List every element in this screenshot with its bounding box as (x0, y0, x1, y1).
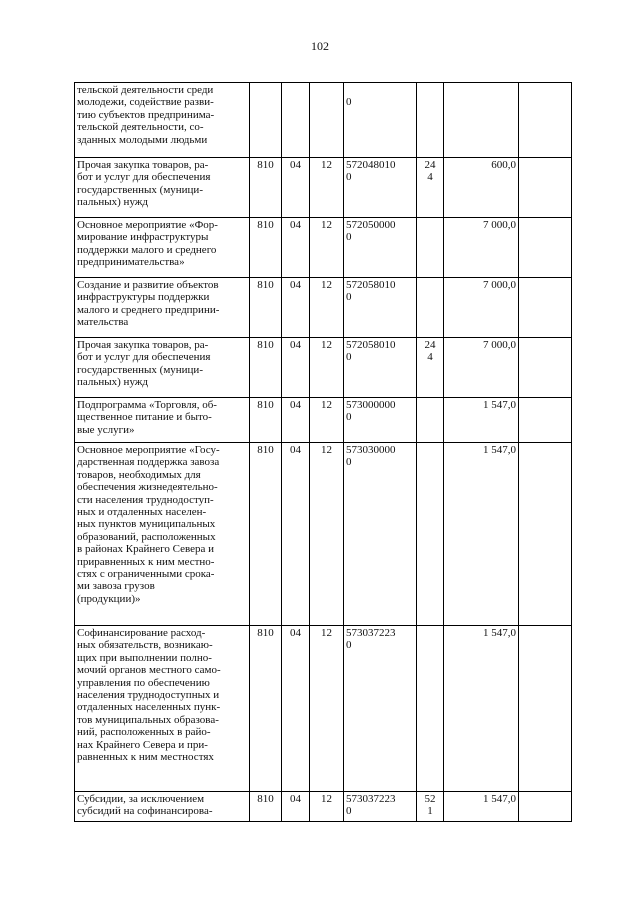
cell-vr (417, 626, 444, 792)
cell-name (75, 278, 250, 338)
vr-line (419, 291, 441, 303)
cell-sum: 1 547,0 (444, 626, 519, 792)
vr-line (419, 231, 441, 243)
cell-sum: 7 000,0 (444, 218, 519, 278)
cell-name (75, 626, 250, 792)
cell-empty (519, 398, 572, 443)
name-line: ний, расположенных в райо- (77, 726, 211, 739)
cell-empty (519, 626, 572, 792)
cell-sum: 7 000,0 (444, 278, 519, 338)
cell-name (75, 218, 250, 278)
name-line: мательства (77, 316, 129, 329)
csr-line: 572058010 (346, 339, 396, 351)
cell-name (75, 338, 250, 398)
name-line: нах Крайнего Севера и при- (77, 738, 208, 751)
csr-line: 572050000 (346, 219, 396, 231)
cell-sum: 1 547,0 (444, 398, 519, 443)
name-line: Прочая закупка товаров, ра- (77, 159, 209, 171)
page-number: 102 (311, 39, 329, 53)
name-line: стях с ограниченными срока- (77, 568, 215, 581)
cell-pr: 12 (310, 398, 344, 443)
table-row (75, 338, 572, 398)
name-line: субсидий на софинансирова- (77, 805, 213, 818)
table-body (75, 83, 572, 822)
csr-line: 0 (346, 231, 352, 244)
table-row (75, 398, 572, 443)
name-line: (продукции)» (77, 592, 141, 605)
vr-line (419, 219, 441, 231)
csr-line: 573037223 (346, 627, 396, 639)
cell-empty (519, 792, 572, 822)
csr-line: 0 (346, 291, 352, 304)
cell-ved (250, 83, 282, 158)
vr-line: 1 (427, 805, 433, 818)
cell-pr: 12 (310, 338, 344, 398)
name-line: мочий органов местного само- (77, 664, 221, 677)
cell-csr (344, 626, 417, 792)
cell-name (75, 443, 250, 626)
cell-empty (519, 218, 572, 278)
cell-ved: 810 (250, 443, 282, 626)
table-row (75, 218, 572, 278)
name-line: щих при выполнении полно- (77, 651, 212, 664)
cell-csr (344, 278, 417, 338)
cell-sum: 1 547,0 (444, 443, 519, 626)
name-line: бот и услуг для обеспечения (77, 351, 211, 364)
name-line: Подпрограмма «Торговля, об- (77, 399, 217, 411)
cell-vr (417, 398, 444, 443)
cell-csr (344, 398, 417, 443)
name-line: предпринимательства» (77, 256, 185, 269)
cell-rz (282, 83, 310, 158)
name-line: населения труднодоступных и (77, 689, 220, 702)
cell-rz: 04 (282, 398, 310, 443)
cell-pr: 12 (310, 792, 344, 822)
name-line: бот и услуг для обеспечения (77, 171, 211, 184)
name-line: обеспечения жизнедеятельно- (77, 481, 218, 494)
vr-line: 4 (427, 351, 433, 364)
cell-ved: 810 (250, 792, 282, 822)
name-line: Основное мероприятие «Фор- (77, 219, 218, 231)
name-line: поддержки малого и среднего (77, 243, 217, 256)
vr-line (419, 399, 441, 411)
cell-ved: 810 (250, 338, 282, 398)
cell-name (75, 83, 250, 158)
csr-line: 0 (346, 351, 352, 364)
csr-line: 572058010 (346, 279, 396, 291)
vr-line: 4 (427, 171, 433, 184)
table-row (75, 278, 572, 338)
cell-csr (344, 218, 417, 278)
name-line: Основное мероприятие «Госу- (77, 444, 220, 456)
cell-rz: 04 (282, 626, 310, 792)
csr-line: 573000000 (346, 399, 396, 411)
cell-vr (417, 83, 444, 158)
cell-csr (344, 158, 417, 218)
table-row (75, 626, 572, 792)
cell-vr (417, 278, 444, 338)
csr-line: 0 (346, 96, 352, 109)
cell-pr: 12 (310, 278, 344, 338)
vr-line (419, 279, 441, 291)
name-line: молодежи, содействие разви- (77, 96, 214, 109)
csr-line: 573030000 (346, 444, 396, 456)
csr-line: 0 (346, 805, 352, 818)
cell-sum (444, 83, 519, 158)
name-line: зданных молодыми людьми (77, 133, 208, 146)
name-line: тельской деятельности, со- (77, 121, 204, 134)
name-line: Прочая закупка товаров, ра- (77, 339, 209, 351)
cell-vr (417, 443, 444, 626)
cell-pr: 12 (310, 218, 344, 278)
cell-sum: 7 000,0 (444, 338, 519, 398)
cell-rz: 04 (282, 278, 310, 338)
cell-pr: 12 (310, 158, 344, 218)
name-line: образований, расположенных (77, 530, 216, 543)
cell-name (75, 398, 250, 443)
name-line: государственных (муници- (77, 363, 203, 376)
name-line: сти населения труднодоступ- (77, 493, 214, 506)
name-line: тию субъектов предпринима- (77, 108, 215, 121)
budget-table (74, 82, 572, 822)
cell-ved: 810 (250, 626, 282, 792)
cell-csr (344, 443, 417, 626)
cell-rz: 04 (282, 443, 310, 626)
name-line: пальных) нужд (77, 196, 149, 209)
name-line: ми завоза грузов (77, 580, 155, 593)
vr-line: 24 (424, 159, 436, 171)
csr-line: 0 (346, 456, 352, 469)
cell-vr (417, 792, 444, 822)
cell-vr (417, 218, 444, 278)
cell-name (75, 158, 250, 218)
csr-line: 0 (346, 171, 352, 184)
vr-line (419, 456, 441, 468)
cell-ved: 810 (250, 278, 282, 338)
cell-pr: 12 (310, 626, 344, 792)
name-line: управления по обеспечению (77, 676, 210, 689)
cell-empty (519, 158, 572, 218)
vr-line (419, 627, 441, 639)
vr-line: 52 (424, 793, 436, 805)
name-line: вые услуги» (77, 423, 135, 436)
cell-ved: 810 (250, 218, 282, 278)
cell-sum: 1 547,0 (444, 792, 519, 822)
csr-line: 0 (346, 639, 352, 652)
cell-csr (344, 792, 417, 822)
table-row (75, 792, 572, 822)
cell-empty (519, 338, 572, 398)
cell-vr (417, 338, 444, 398)
name-line: пальных) нужд (77, 376, 149, 389)
cell-ved: 810 (250, 158, 282, 218)
vr-line (419, 84, 441, 96)
cell-vr (417, 158, 444, 218)
csr-line: 0 (346, 411, 352, 424)
cell-ved: 810 (250, 398, 282, 443)
table-row (75, 83, 572, 158)
vr-line (419, 639, 441, 651)
name-line: тов муниципальных образова- (77, 713, 219, 726)
name-line: Субсидии, за исключением (77, 793, 205, 805)
vr-line: 24 (424, 339, 436, 351)
cell-empty (519, 278, 572, 338)
name-line: щественное питание и быто- (77, 411, 212, 424)
name-line: тельской деятельности среди (77, 84, 214, 96)
name-line: дарственная поддержка завоза (77, 456, 220, 469)
cell-rz: 04 (282, 792, 310, 822)
name-line: инфраструктуры поддержки (77, 291, 210, 304)
name-line: Софинансирование расход- (77, 627, 206, 639)
name-line: ных обязательств, возникаю- (77, 639, 213, 652)
name-line: отдаленных населенных пунк- (77, 701, 221, 714)
name-line: ных и отдаленных населен- (77, 506, 207, 519)
name-line: малого и среднего предприни- (77, 303, 220, 316)
name-line: товаров, необходимых для (77, 468, 201, 481)
csr-line (346, 84, 414, 96)
vr-line (419, 411, 441, 423)
name-line: ных пунктов муниципальных (77, 518, 216, 531)
table-row (75, 443, 572, 626)
name-line: Создание и развитие объектов (77, 279, 219, 291)
cell-rz: 04 (282, 158, 310, 218)
csr-line: 573037223 (346, 793, 396, 805)
cell-name (75, 792, 250, 822)
name-line: мирование инфраструктуры (77, 231, 209, 244)
name-line: приравненных к ним местно- (77, 555, 215, 568)
name-line: равненных к ним местностях (77, 751, 214, 764)
cell-csr (344, 338, 417, 398)
cell-csr (344, 83, 417, 158)
cell-sum: 600,0 (444, 158, 519, 218)
table-row (75, 158, 572, 218)
cell-pr (310, 83, 344, 158)
cell-rz: 04 (282, 338, 310, 398)
name-line: государственных (муници- (77, 183, 203, 196)
vr-line (419, 444, 441, 456)
cell-empty (519, 443, 572, 626)
cell-pr: 12 (310, 443, 344, 626)
vr-line (419, 96, 441, 108)
name-line: в районах Крайнего Севера и (77, 543, 214, 556)
cell-rz: 04 (282, 218, 310, 278)
cell-empty (519, 83, 572, 158)
csr-line: 572048010 (346, 159, 396, 171)
